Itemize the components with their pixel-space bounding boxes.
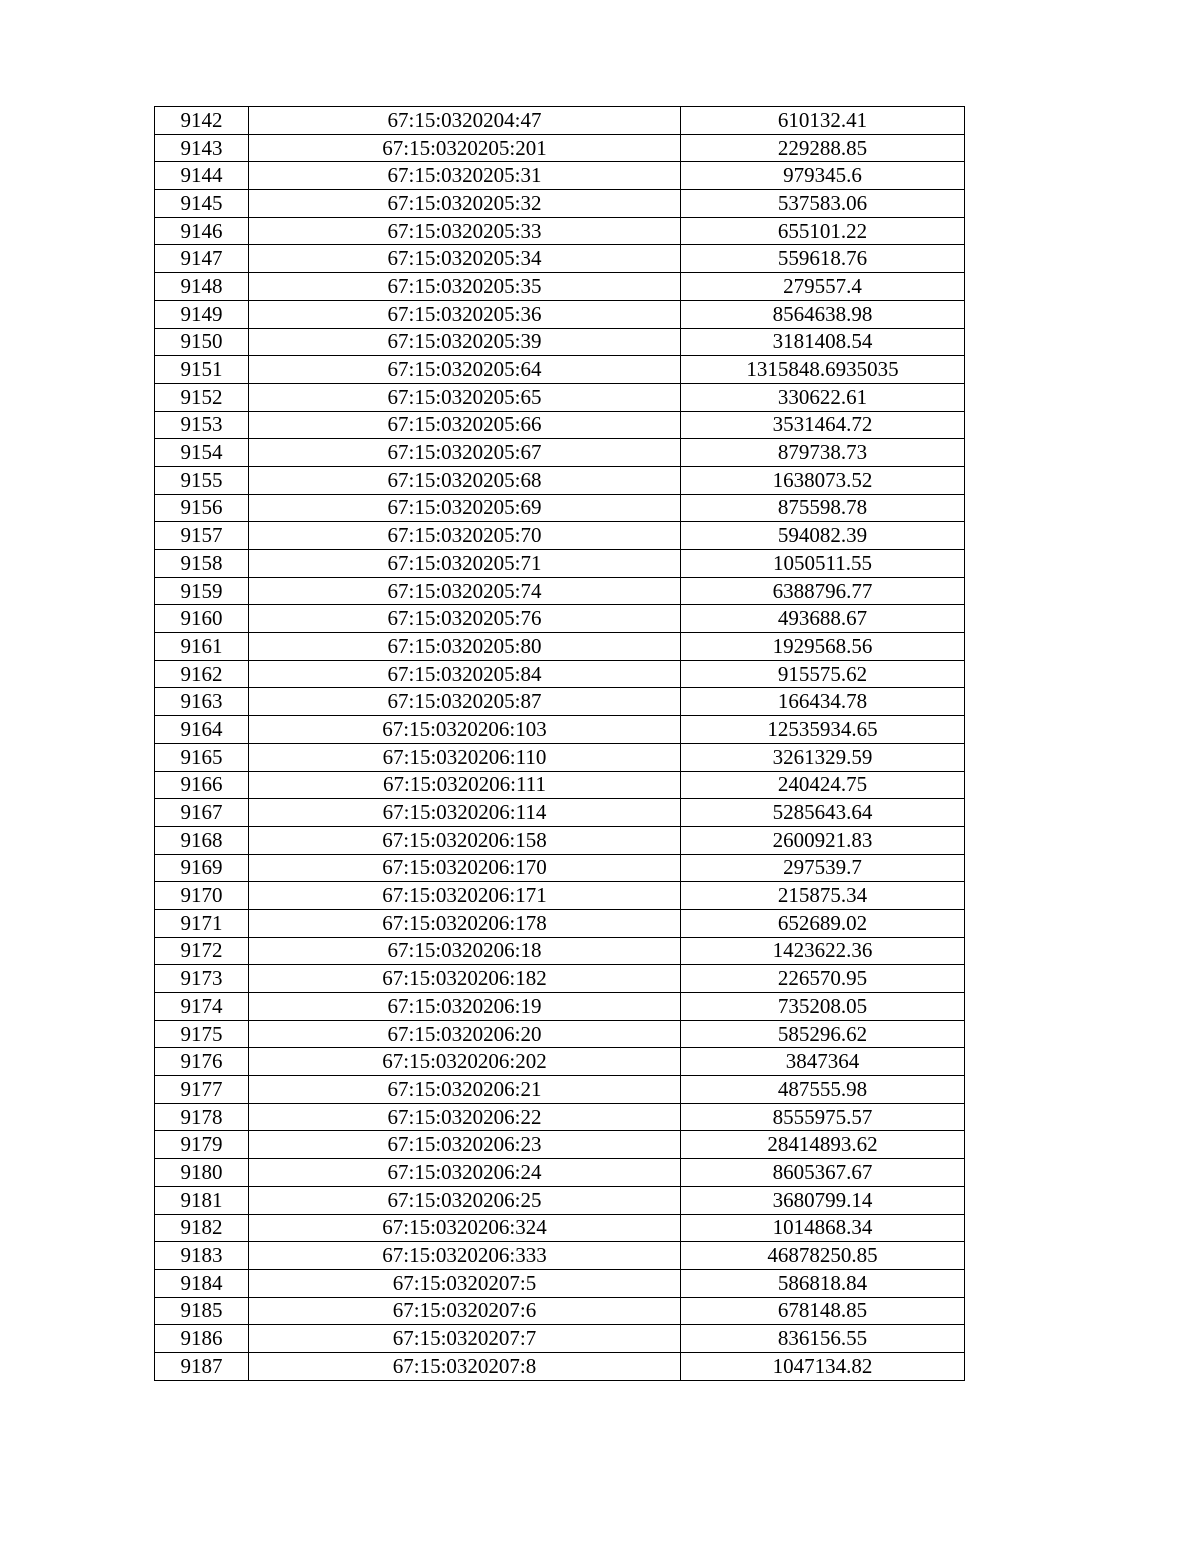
row-number-cell: 9176: [155, 1048, 249, 1076]
table-row: [155, 383, 965, 411]
cadastral-number-cell: 67:15:0320206:333: [249, 1242, 681, 1270]
table-row: [155, 190, 965, 218]
row-number-cell: 9184: [155, 1269, 249, 1297]
row-number-cell: 9155: [155, 466, 249, 494]
table-row: [155, 688, 965, 716]
table-row: [155, 771, 965, 799]
table-row: [155, 162, 965, 190]
row-number-cell: 9145: [155, 190, 249, 218]
cadastral-number-cell: 67:15:0320205:68: [249, 466, 681, 494]
value-cell: 46878250.85: [681, 1242, 965, 1270]
row-number-cell: 9146: [155, 217, 249, 245]
value-cell: 330622.61: [681, 383, 965, 411]
table-row: [155, 273, 965, 301]
row-number-cell: 9143: [155, 134, 249, 162]
row-number-cell: 9173: [155, 965, 249, 993]
value-cell: 1929568.56: [681, 633, 965, 661]
row-number-cell: 9148: [155, 273, 249, 301]
table-row: [155, 134, 965, 162]
row-number-cell: 9185: [155, 1297, 249, 1325]
row-number-cell: 9159: [155, 577, 249, 605]
cadastral-number-cell: 67:15:0320205:65: [249, 383, 681, 411]
table-row: [155, 1242, 965, 1270]
row-number-cell: 9152: [155, 383, 249, 411]
row-number-cell: 9151: [155, 356, 249, 384]
value-cell: 487555.98: [681, 1076, 965, 1104]
row-number-cell: 9171: [155, 909, 249, 937]
cadastral-number-cell: 67:15:0320206:20: [249, 1020, 681, 1048]
row-number-cell: 9174: [155, 993, 249, 1021]
cadastral-number-cell: 67:15:0320205:66: [249, 411, 681, 439]
cadastral-number-cell: 67:15:0320205:70: [249, 522, 681, 550]
row-number-cell: 9150: [155, 328, 249, 356]
row-number-cell: 9186: [155, 1325, 249, 1353]
cadastral-number-cell: 67:15:0320205:71: [249, 550, 681, 578]
value-cell: 678148.85: [681, 1297, 965, 1325]
cadastral-number-cell: 67:15:0320205:74: [249, 577, 681, 605]
table-row: [155, 716, 965, 744]
table-row: [155, 1269, 965, 1297]
cadastral-number-cell: 67:15:0320206:23: [249, 1131, 681, 1159]
table-row: [155, 1020, 965, 1048]
cadastral-number-cell: 67:15:0320206:324: [249, 1214, 681, 1242]
value-cell: 875598.78: [681, 494, 965, 522]
row-number-cell: 9162: [155, 660, 249, 688]
row-number-cell: 9161: [155, 633, 249, 661]
table-row: [155, 439, 965, 467]
table-row: [155, 1186, 965, 1214]
cadastral-number-cell: 67:15:0320205:36: [249, 300, 681, 328]
cadastral-number-cell: 67:15:0320206:158: [249, 826, 681, 854]
cadastral-number-cell: 67:15:0320205:84: [249, 660, 681, 688]
value-cell: 297539.7: [681, 854, 965, 882]
table-row: [155, 882, 965, 910]
value-cell: 3847364: [681, 1048, 965, 1076]
table-row: [155, 300, 965, 328]
row-number-cell: 9168: [155, 826, 249, 854]
cadastral-number-cell: 67:15:0320205:80: [249, 633, 681, 661]
table-row: [155, 854, 965, 882]
row-number-cell: 9153: [155, 411, 249, 439]
cadastral-number-cell: 67:15:0320205:76: [249, 605, 681, 633]
row-number-cell: 9183: [155, 1242, 249, 1270]
cadastral-number-cell: 67:15:0320205:39: [249, 328, 681, 356]
row-number-cell: 9175: [155, 1020, 249, 1048]
cadastral-number-cell: 67:15:0320207:6: [249, 1297, 681, 1325]
row-number-cell: 9187: [155, 1352, 249, 1380]
value-cell: 3261329.59: [681, 743, 965, 771]
row-number-cell: 9182: [155, 1214, 249, 1242]
cadastral-number-cell: 67:15:0320206:182: [249, 965, 681, 993]
cadastral-number-cell: 67:15:0320204:47: [249, 107, 681, 135]
row-number-cell: 9144: [155, 162, 249, 190]
value-cell: 8564638.98: [681, 300, 965, 328]
value-cell: 652689.02: [681, 909, 965, 937]
row-number-cell: 9181: [155, 1186, 249, 1214]
table-row: [155, 217, 965, 245]
cadastral-number-cell: 67:15:0320206:18: [249, 937, 681, 965]
cadastral-number-cell: 67:15:0320207:5: [249, 1269, 681, 1297]
row-number-cell: 9158: [155, 550, 249, 578]
cadastral-number-cell: 67:15:0320205:87: [249, 688, 681, 716]
value-cell: 5285643.64: [681, 799, 965, 827]
row-number-cell: 9179: [155, 1131, 249, 1159]
value-cell: 735208.05: [681, 993, 965, 1021]
table-row: [155, 494, 965, 522]
value-cell: 537583.06: [681, 190, 965, 218]
table-row: [155, 1214, 965, 1242]
cadastral-number-cell: 67:15:0320205:31: [249, 162, 681, 190]
value-cell: 12535934.65: [681, 716, 965, 744]
value-cell: 2600921.83: [681, 826, 965, 854]
row-number-cell: 9166: [155, 771, 249, 799]
data-table: [154, 106, 965, 1381]
row-number-cell: 9164: [155, 716, 249, 744]
table-row: [155, 356, 965, 384]
cadastral-number-cell: 67:15:0320206:24: [249, 1159, 681, 1187]
value-cell: 879738.73: [681, 439, 965, 467]
value-cell: 166434.78: [681, 688, 965, 716]
value-cell: 585296.62: [681, 1020, 965, 1048]
value-cell: 6388796.77: [681, 577, 965, 605]
cadastral-number-cell: 67:15:0320206:111: [249, 771, 681, 799]
table-row: [155, 1297, 965, 1325]
table-row: [155, 328, 965, 356]
row-number-cell: 9165: [155, 743, 249, 771]
cadastral-number-cell: 67:15:0320205:33: [249, 217, 681, 245]
cadastral-number-cell: 67:15:0320206:171: [249, 882, 681, 910]
row-number-cell: 9177: [155, 1076, 249, 1104]
cadastral-number-cell: 67:15:0320205:64: [249, 356, 681, 384]
row-number-cell: 9149: [155, 300, 249, 328]
cadastral-number-cell: 67:15:0320205:34: [249, 245, 681, 273]
cadastral-number-cell: 67:15:0320206:110: [249, 743, 681, 771]
table-row: [155, 993, 965, 1021]
row-number-cell: 9157: [155, 522, 249, 550]
table-row: [155, 411, 965, 439]
value-cell: 3531464.72: [681, 411, 965, 439]
value-cell: 559618.76: [681, 245, 965, 273]
row-number-cell: 9147: [155, 245, 249, 273]
table-row: [155, 577, 965, 605]
table-row: [155, 1131, 965, 1159]
table-row: [155, 937, 965, 965]
table-body: [155, 107, 965, 1381]
value-cell: 226570.95: [681, 965, 965, 993]
row-number-cell: 9180: [155, 1159, 249, 1187]
value-cell: 594082.39: [681, 522, 965, 550]
value-cell: 915575.62: [681, 660, 965, 688]
value-cell: 655101.22: [681, 217, 965, 245]
value-cell: 240424.75: [681, 771, 965, 799]
row-number-cell: 9172: [155, 937, 249, 965]
table-row: [155, 633, 965, 661]
cadastral-number-cell: 67:15:0320206:25: [249, 1186, 681, 1214]
table-row: [155, 1048, 965, 1076]
value-cell: 28414893.62: [681, 1131, 965, 1159]
row-number-cell: 9163: [155, 688, 249, 716]
value-cell: 229288.85: [681, 134, 965, 162]
table-row: [155, 245, 965, 273]
value-cell: 1047134.82: [681, 1352, 965, 1380]
value-cell: 1315848.6935035: [681, 356, 965, 384]
value-cell: 979345.6: [681, 162, 965, 190]
cadastral-number-cell: 67:15:0320206:21: [249, 1076, 681, 1104]
table-row: [155, 826, 965, 854]
row-number-cell: 9142: [155, 107, 249, 135]
cadastral-number-cell: 67:15:0320206:19: [249, 993, 681, 1021]
value-cell: 8605367.67: [681, 1159, 965, 1187]
value-cell: 836156.55: [681, 1325, 965, 1353]
value-cell: 1014868.34: [681, 1214, 965, 1242]
cadastral-number-cell: 67:15:0320206:178: [249, 909, 681, 937]
table-row: [155, 1159, 965, 1187]
cadastral-number-cell: 67:15:0320206:22: [249, 1103, 681, 1131]
cadastral-number-cell: 67:15:0320207:8: [249, 1352, 681, 1380]
row-number-cell: 9170: [155, 882, 249, 910]
cadastral-number-cell: 67:15:0320207:7: [249, 1325, 681, 1353]
cadastral-number-cell: 67:15:0320205:67: [249, 439, 681, 467]
table-row: [155, 909, 965, 937]
table-row: [155, 1352, 965, 1380]
table-row: [155, 522, 965, 550]
table-row: [155, 466, 965, 494]
table-row: [155, 965, 965, 993]
value-cell: 1423622.36: [681, 937, 965, 965]
value-cell: 215875.34: [681, 882, 965, 910]
table-row: [155, 1325, 965, 1353]
table-row: [155, 1103, 965, 1131]
value-cell: 8555975.57: [681, 1103, 965, 1131]
value-cell: 1638073.52: [681, 466, 965, 494]
table-row: [155, 743, 965, 771]
cadastral-number-cell: 67:15:0320206:114: [249, 799, 681, 827]
row-number-cell: 9160: [155, 605, 249, 633]
cadastral-number-cell: 67:15:0320205:35: [249, 273, 681, 301]
value-cell: 3680799.14: [681, 1186, 965, 1214]
value-cell: 3181408.54: [681, 328, 965, 356]
table-row: [155, 605, 965, 633]
row-number-cell: 9178: [155, 1103, 249, 1131]
cadastral-number-cell: 67:15:0320206:170: [249, 854, 681, 882]
cadastral-number-cell: 67:15:0320205:32: [249, 190, 681, 218]
table-row: [155, 550, 965, 578]
row-number-cell: 9169: [155, 854, 249, 882]
value-cell: 586818.84: [681, 1269, 965, 1297]
row-number-cell: 9154: [155, 439, 249, 467]
cadastral-number-cell: 67:15:0320205:69: [249, 494, 681, 522]
value-cell: 279557.4: [681, 273, 965, 301]
cadastral-number-cell: 67:15:0320206:103: [249, 716, 681, 744]
value-cell: 610132.41: [681, 107, 965, 135]
cadastral-number-cell: 67:15:0320206:202: [249, 1048, 681, 1076]
table-row: [155, 1076, 965, 1104]
row-number-cell: 9167: [155, 799, 249, 827]
table-row: [155, 660, 965, 688]
table-row: [155, 799, 965, 827]
table-row: [155, 107, 965, 135]
value-cell: 493688.67: [681, 605, 965, 633]
row-number-cell: 9156: [155, 494, 249, 522]
cadastral-number-cell: 67:15:0320205:201: [249, 134, 681, 162]
value-cell: 1050511.55: [681, 550, 965, 578]
